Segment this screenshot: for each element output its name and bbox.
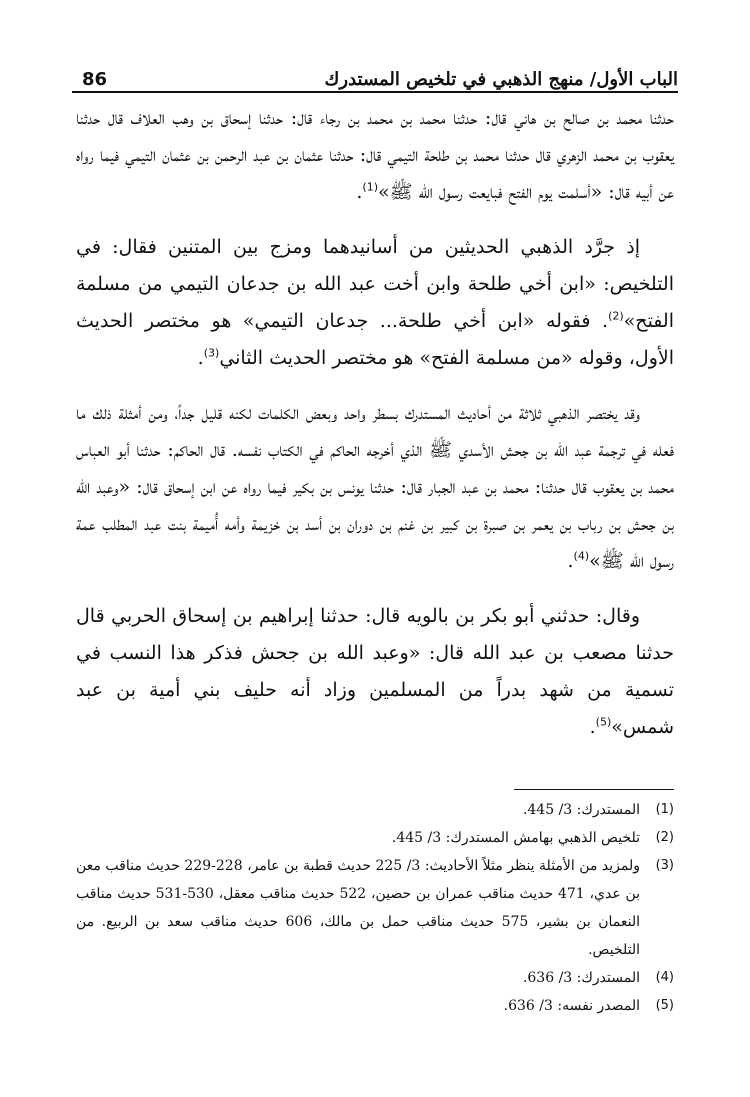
paragraph-4: وقال: حدثني أبو بكر بن بالويه قال: حدثنا إبراهيم بن إسحاق الحربي قال حدثنا مصعب بن عبد الله قال: «وعبد الله بن جحش فذكر هذا النسب في تسمية من شهد بدراً من المسلمين وزاد أنه حليف بني أمية بن عبد شمس»$^{(5)}$. [76,605,674,738]
page-number: 86 [82,69,108,90]
footnote-ref-5[interactable]: (5) [595,715,612,729]
footnote-item [76,964,674,992]
footnote-number: (3) [655,858,674,873]
main-text [76,100,674,764]
footnote-number: (4) [655,970,674,985]
footnote-ref-3[interactable]: (3) [203,346,220,360]
footnote-item [76,992,674,1020]
footnote-number: (5) [655,998,674,1013]
footnote-ref-2[interactable]: (2) [608,309,624,323]
footnote-ref-4[interactable]: (4) [573,549,590,563]
footnote-item [76,852,674,964]
footnote-rule [514,789,674,790]
footnote-number: (1) [655,802,674,817]
running-title: الباب الأول/ منهج الذهبي في تلخيص المستدرك [324,69,678,90]
footnote-text: المستدرك: 3/ 445. [522,802,640,818]
header-rule [72,91,678,93]
footnote-text: تلخيص الذهبي بهامش المستدرك: 3/ 445. [391,830,640,846]
footnotes [76,796,674,1020]
paragraph-3: وقد يختصر الذهبي ثلاثة من أحاديث المستدرك بسطر واحد وبعض الكلمات لكنه قليل جداً، ومن أمثلة ذلك ما فعله في ترجمة عبد الله بن جحش الأسدي ﷺ الذي أخرجه الحاكم في الكتاب نفسه. قال الحاكم: حدثنا أبو العباس محمد بن يعقوب قال حدثنا: محمد بن عبد الجبار قال: حدثنا يونس بن بكير فيما رواه عن ابن إسحاق قال: «وعبد الله بن جحش بن رباب بن يعمر بن صبرة بن كبير بن غنم بن دوران بن أسد بن خزيمة وأمه أُميمة بنت عبد المطلب عمة رسول الله ﷺ»$^{(4)}$. [76,402,674,572]
footnote-ref-1[interactable]: (1) [362,180,379,194]
page-header [72,56,678,90]
footnote-item [76,824,674,852]
paragraph-1: حدثنا محمد بن صالح بن هاني قال: حدثنا محمد بن محمد بن رجاء قال: حدثنا إسحاق بن وهب العلاف قال حدثنا يعقوب بن محمد الزهري قال حدثنا محمد بن طلحة التيمي قال: حدثنا عثمان بن عبد الرحمن بن عثمان التيمي فيما رواه عن أبيه قال: «أسلمت يوم الفتح فبايعت رسول الله ﷺ»$^{(1)}$. [76,107,674,203]
footnote-text: المصدر نفسه: 3/ 636. [503,998,640,1014]
paragraph-2: إذ جرَّد الذهبي الحديثين من أسانيدهما ومزج بين المتنين فقال: في التلخيص: «ابن أخي طلحة وابن أخت عبد الله بن جدعان التيمي من مسلمة الفتح»$^{(2)}$. فقوله «ابن أخي طلحة... جدعان التيمي» هو مختصر الحديث الأول، وقوله «من مسلمة الفتح» هو مختصر الحديث الثاني$^{(3)}$. [76,236,674,369]
footnote-text: المستدرك: 3/ 636. [522,970,640,986]
footnote-item [76,796,674,824]
footnote-number: (2) [655,830,674,845]
footnote-text: ولمزيد من الأمثلة ينظر مثلاً الأحاديث: 3/ 225 حديث قطبة بن عامر، 228-229 حديث مناقب معن بن عدي، 471 حديث مناقب عمران بن حصين، 522 حديث مناقب معقل، 530-531 حديث مناقب النعمان بن بشير، 575 حديث مناقب حمل بن مالك، 606 حديث مناقب سعد بن الربيع. من التلخيص. [76,858,640,958]
